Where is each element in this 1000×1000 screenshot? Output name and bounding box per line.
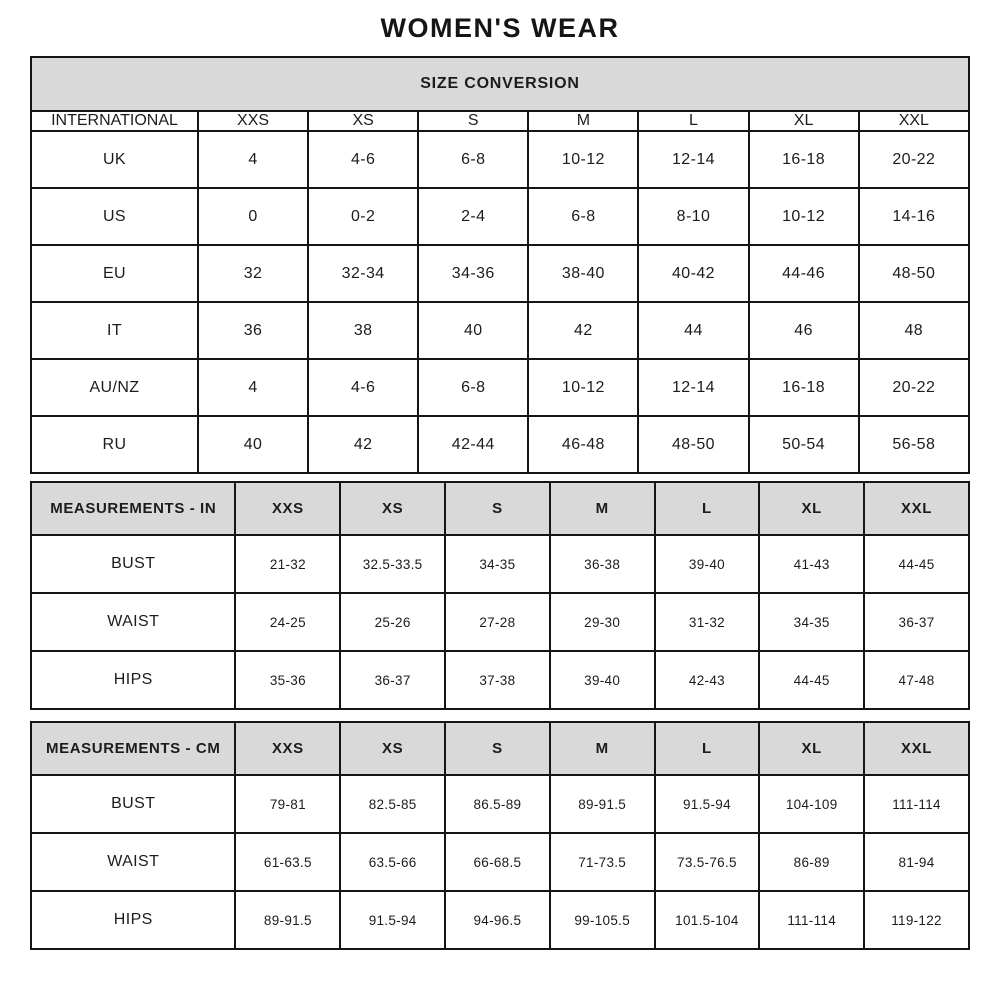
table-row: [31, 359, 969, 416]
column-header: XL: [749, 111, 859, 131]
table-cell: 10-12: [528, 359, 638, 416]
table-cell: 73.5-76.5: [655, 833, 760, 891]
table-cell: 40-42: [638, 245, 748, 302]
table-cell: 101.5-104: [655, 891, 760, 949]
column-header-row: [31, 722, 969, 775]
table-row: [31, 775, 969, 833]
column-header: XXS: [198, 111, 308, 131]
table-cell: 44-45: [759, 651, 864, 709]
table-cell: 119-122: [864, 891, 969, 949]
table-cell: 27-28: [445, 593, 550, 651]
table-cell: 20-22: [859, 359, 969, 416]
table-cell: 104-109: [759, 775, 864, 833]
column-header: L: [655, 722, 760, 775]
measurements-in-header: MEASUREMENTS - IN: [31, 482, 235, 535]
column-header: XXS: [235, 722, 340, 775]
table-cell: 42: [308, 416, 418, 473]
row-label: HIPS: [31, 891, 235, 949]
table-cell: 99-105.5: [550, 891, 655, 949]
table-cell: 48-50: [859, 245, 969, 302]
table-cell: 50-54: [749, 416, 859, 473]
table-cell: 29-30: [550, 593, 655, 651]
table-cell: 4: [198, 359, 308, 416]
table-cell: 12-14: [638, 359, 748, 416]
column-header: XL: [759, 722, 864, 775]
table-cell: 6-8: [528, 188, 638, 245]
table-cell: 94-96.5: [445, 891, 550, 949]
table-cell: 40: [198, 416, 308, 473]
table-cell: 42-44: [418, 416, 528, 473]
table-cell: 10-12: [749, 188, 859, 245]
table-row: [31, 891, 969, 949]
table-cell: 6-8: [418, 131, 528, 188]
table-cell: 37-38: [445, 651, 550, 709]
table-cell: 41-43: [759, 535, 864, 593]
table-cell: 89-91.5: [235, 891, 340, 949]
page-title: WOMEN'S WEAR: [380, 13, 620, 43]
table-cell: 0: [198, 188, 308, 245]
column-header: L: [655, 482, 760, 535]
table-row: [31, 131, 969, 188]
table-cell: 46: [749, 302, 859, 359]
table-cell: 44-45: [864, 535, 969, 593]
table-cell: 21-32: [235, 535, 340, 593]
size-conversion-banner: SIZE CONVERSION: [31, 57, 969, 111]
table-row: [31, 535, 969, 593]
measurements-cm-table: [30, 721, 970, 950]
size-conversion-table: [30, 56, 970, 474]
table-cell: 12-14: [638, 131, 748, 188]
table-cell: 4-6: [308, 131, 418, 188]
table-cell: 4-6: [308, 359, 418, 416]
table-row: [31, 593, 969, 651]
column-header-row: [31, 482, 969, 535]
column-header: INTERNATIONAL: [31, 111, 198, 131]
table-cell: 16-18: [749, 131, 859, 188]
table-cell: 36-37: [864, 593, 969, 651]
column-header: S: [418, 111, 528, 131]
table-cell: 66-68.5: [445, 833, 550, 891]
column-header: XXL: [859, 111, 969, 131]
table-cell: 34-36: [418, 245, 528, 302]
table-cell: 48: [859, 302, 969, 359]
column-header: M: [550, 482, 655, 535]
table-cell: 8-10: [638, 188, 748, 245]
table-cell: 10-12: [528, 131, 638, 188]
table-cell: 91.5-94: [340, 891, 445, 949]
column-header: XS: [340, 722, 445, 775]
table-cell: 36: [198, 302, 308, 359]
table-cell: 82.5-85: [340, 775, 445, 833]
row-label: WAIST: [31, 593, 235, 651]
table-cell: 32.5-33.5: [340, 535, 445, 593]
row-label: IT: [31, 302, 198, 359]
table-cell: 34-35: [445, 535, 550, 593]
measurements-cm-header: MEASUREMENTS - CM: [31, 722, 235, 775]
table-cell: 40: [418, 302, 528, 359]
column-header: XS: [340, 482, 445, 535]
row-label: AU/NZ: [31, 359, 198, 416]
table-cell: 79-81: [235, 775, 340, 833]
table-cell: 44-46: [749, 245, 859, 302]
table-row: [31, 302, 969, 359]
table-cell: 56-58: [859, 416, 969, 473]
table-cell: 14-16: [859, 188, 969, 245]
column-header: S: [445, 722, 550, 775]
table-cell: 39-40: [550, 651, 655, 709]
table-cell: 42: [528, 302, 638, 359]
column-header: L: [638, 111, 748, 131]
column-header: XXS: [235, 482, 340, 535]
row-label: EU: [31, 245, 198, 302]
table-cell: 86.5-89: [445, 775, 550, 833]
table-row: [31, 245, 969, 302]
table-cell: 4: [198, 131, 308, 188]
column-header: M: [528, 111, 638, 131]
measurements-in-table: [30, 481, 970, 710]
table-cell: 36-38: [550, 535, 655, 593]
table-cell: 86-89: [759, 833, 864, 891]
table-cell: 111-114: [864, 775, 969, 833]
column-header-row: [31, 111, 969, 131]
table-cell: 31-32: [655, 593, 760, 651]
table-gap: [30, 710, 970, 721]
table-cell: 89-91.5: [550, 775, 655, 833]
table-cell: 16-18: [749, 359, 859, 416]
row-label: HIPS: [31, 651, 235, 709]
column-header: XXL: [864, 482, 969, 535]
table-cell: 61-63.5: [235, 833, 340, 891]
table-cell: 91.5-94: [655, 775, 760, 833]
table-cell: 36-37: [340, 651, 445, 709]
table-cell: 46-48: [528, 416, 638, 473]
table-cell: 42-43: [655, 651, 760, 709]
table-row: [31, 651, 969, 709]
row-label: BUST: [31, 535, 235, 593]
table-cell: 35-36: [235, 651, 340, 709]
table-row: [31, 416, 969, 473]
column-header: M: [550, 722, 655, 775]
column-header: S: [445, 482, 550, 535]
table-cell: 44: [638, 302, 748, 359]
table-cell: 48-50: [638, 416, 748, 473]
table-cell: 0-2: [308, 188, 418, 245]
table-banner-row: [31, 57, 969, 111]
row-label: US: [31, 188, 198, 245]
row-label: BUST: [31, 775, 235, 833]
table-row: [31, 833, 969, 891]
table-cell: 34-35: [759, 593, 864, 651]
table-cell: 25-26: [340, 593, 445, 651]
table-cell: 6-8: [418, 359, 528, 416]
table-cell: 63.5-66: [340, 833, 445, 891]
table-cell: 20-22: [859, 131, 969, 188]
table-cell: 81-94: [864, 833, 969, 891]
table-gap: [30, 474, 970, 481]
table-row: [31, 188, 969, 245]
column-header: XXL: [864, 722, 969, 775]
table-cell: 47-48: [864, 651, 969, 709]
table-cell: 2-4: [418, 188, 528, 245]
row-label: UK: [31, 131, 198, 188]
table-cell: 71-73.5: [550, 833, 655, 891]
table-cell: 32-34: [308, 245, 418, 302]
row-label: RU: [31, 416, 198, 473]
table-cell: 38-40: [528, 245, 638, 302]
table-cell: 38: [308, 302, 418, 359]
column-header: XL: [759, 482, 864, 535]
row-label: WAIST: [31, 833, 235, 891]
table-cell: 39-40: [655, 535, 760, 593]
table-cell: 111-114: [759, 891, 864, 949]
table-cell: 32: [198, 245, 308, 302]
table-cell: 24-25: [235, 593, 340, 651]
column-header: XS: [308, 111, 418, 131]
